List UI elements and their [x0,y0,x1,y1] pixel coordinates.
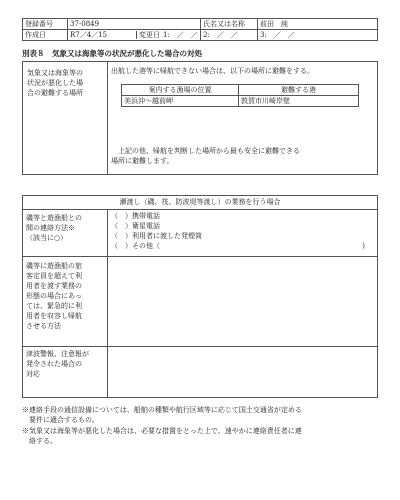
divider [107,62,108,174]
duties-header: 瀬渡し（磯、筏、防波堤等渡し）の業務を行う場合 [119,198,281,206]
evac-cell-port: 敦賀市川崎岸壁 [239,96,359,107]
appendix-title: 別表８ 気象又は海象等の状況が悪化した場合の対処 [22,49,202,58]
reg-label: 登録番号 [23,19,68,30]
change-2: 2: ／ ／ [201,30,258,41]
evac-table [121,84,359,107]
tsunami-label: 津波警報、注意報が 発令された場合の 対応 [26,350,89,378]
evac-label: 気象又は海象等の 状況が悪化した場 合の避難する場所 [27,69,83,97]
over-capacity-label: 磯等に遊漁船の旅 客定員を超えて利 用者を渡す業務の 形態の場合にあっ ては、緊急的に利 用者を収容し帰航 させる方法 [26,262,82,330]
option-satellite: （ ）衛星電話 [111,222,160,230]
footnote-2: ※気象又は海象等が悪化した場合は、必要な措置をとった上で、速やかに連絡責任者に連 絡する。 [22,427,302,445]
evac-header-port: 避難する港 [239,85,359,96]
footnote-1: ※連絡手段の通信設備については、船舶の種類や航行区域等に応じて国土交通省が定める 要件に適合するもの。 [22,406,302,424]
option-flare: （ ）利用者に渡した発煙筒 [111,232,202,240]
date-value: R7／4／15 変更日 1: ／ ／ [68,30,201,41]
reg-value: 37-0849 [68,19,201,30]
change-1: 1: ／ ／ [163,30,198,39]
name-label: 氏名又は名称 [201,19,258,30]
evac-intro: 出航した港等に帰航できない場合は、以下の場所に避難をする。 [111,67,314,75]
contact-method-label: 磯等と遊漁船との 間の連絡方法※ （該当に○） [26,214,82,242]
option-other: （ ）その他（ ) [111,242,365,250]
evac-cell-position: 美浜沖〜越前岬 [122,96,239,107]
change-label: 変更日 [136,31,160,39]
header-table [22,18,378,41]
option-mobile: （ ）携帯電話 [111,212,160,220]
date-label: 作成日 [23,30,68,41]
name-value: 前田 純 [258,19,378,30]
appendix-box [22,61,378,175]
evac-header-position: 案内する漁場の位置 [122,85,239,96]
change-3: 3: ／ ／ [258,30,378,41]
duties-box [22,195,378,398]
contact-options [111,211,371,251]
option-other-close: ) [362,242,365,250]
evac-note: 上記の他、帰航を判断した場所から最も安全に避難できる 場所に避難します。 [111,147,300,165]
